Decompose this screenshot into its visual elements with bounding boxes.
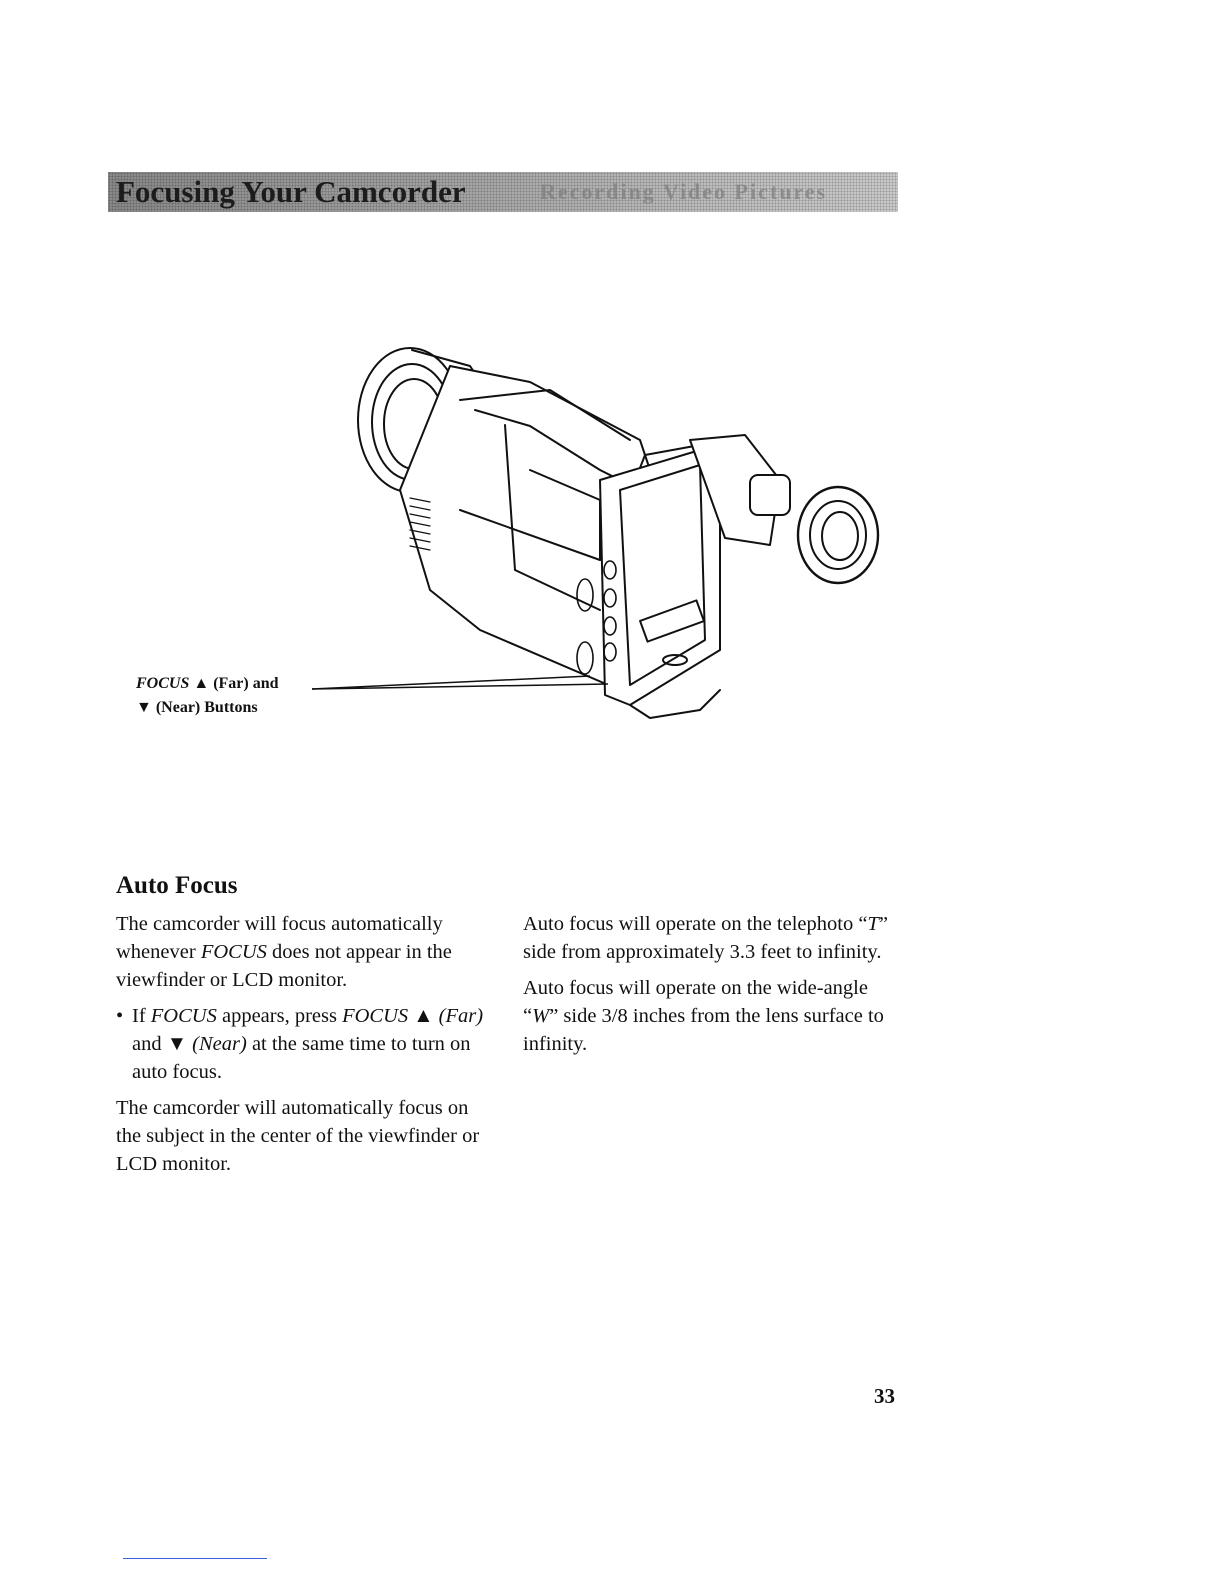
page-title: Focusing Your Camcorder xyxy=(116,174,466,209)
callout-focus-word: FOCUS xyxy=(136,675,190,692)
callout-far-text: (Far) and xyxy=(213,675,279,692)
bullet-text xyxy=(132,1002,496,1086)
text-run: If xyxy=(132,1005,151,1027)
paragraph xyxy=(523,910,895,966)
focus-buttons-callout xyxy=(136,672,279,720)
section-header-band xyxy=(108,172,898,212)
callout-near-text: (Near) Buttons xyxy=(155,699,258,716)
text-run: ” side 3/8 inches from the lens surface to infinity. xyxy=(523,1005,884,1055)
callout-line-near xyxy=(136,696,279,720)
list-item xyxy=(116,1002,496,1086)
callout-line-far xyxy=(136,672,279,696)
left-column xyxy=(116,910,496,1186)
paragraph xyxy=(523,974,895,1058)
right-column xyxy=(523,910,895,1066)
text-run: Auto focus will operate on the wide-angle “ xyxy=(523,977,868,1027)
section-heading: Auto Focus xyxy=(116,872,238,899)
page-number: 33 xyxy=(874,1384,895,1408)
down-triangle-icon: ▼ xyxy=(136,699,152,716)
text-run: appears, press xyxy=(216,1005,343,1027)
footer-rule xyxy=(123,1558,267,1559)
text-run: ” side from approximately 3.3 feet to infinity. xyxy=(523,913,888,963)
paragraph: The camcorder will automatically focus on the subject in the center of the viewfinder or LCD monitor. xyxy=(116,1097,480,1175)
emphasis: T xyxy=(867,913,879,935)
emphasis: ▼ (Near) xyxy=(166,1033,247,1055)
bullet-icon: • xyxy=(116,1005,124,1027)
camcorder-illustration xyxy=(300,330,900,750)
text-run: and xyxy=(132,1033,167,1055)
emphasis: W xyxy=(532,1005,550,1027)
paragraph xyxy=(116,910,496,994)
text-run: at the same time to turn on auto focus. xyxy=(132,1033,471,1083)
text-run: The camcorder will focus automatically whenever xyxy=(116,913,443,963)
text-run: Auto focus will operate on the telephoto “ xyxy=(523,913,868,935)
emphasis: FOCUS xyxy=(200,941,267,963)
up-triangle-icon: ▲ xyxy=(193,675,210,692)
chapter-title: Recording Video Pictures xyxy=(540,179,828,204)
emphasis: FOCUS xyxy=(150,1005,217,1027)
text-run: does not appear in the viewfinder or LCD monitor. xyxy=(116,941,452,991)
emphasis: FOCUS ▲ (Far) xyxy=(342,1005,484,1027)
